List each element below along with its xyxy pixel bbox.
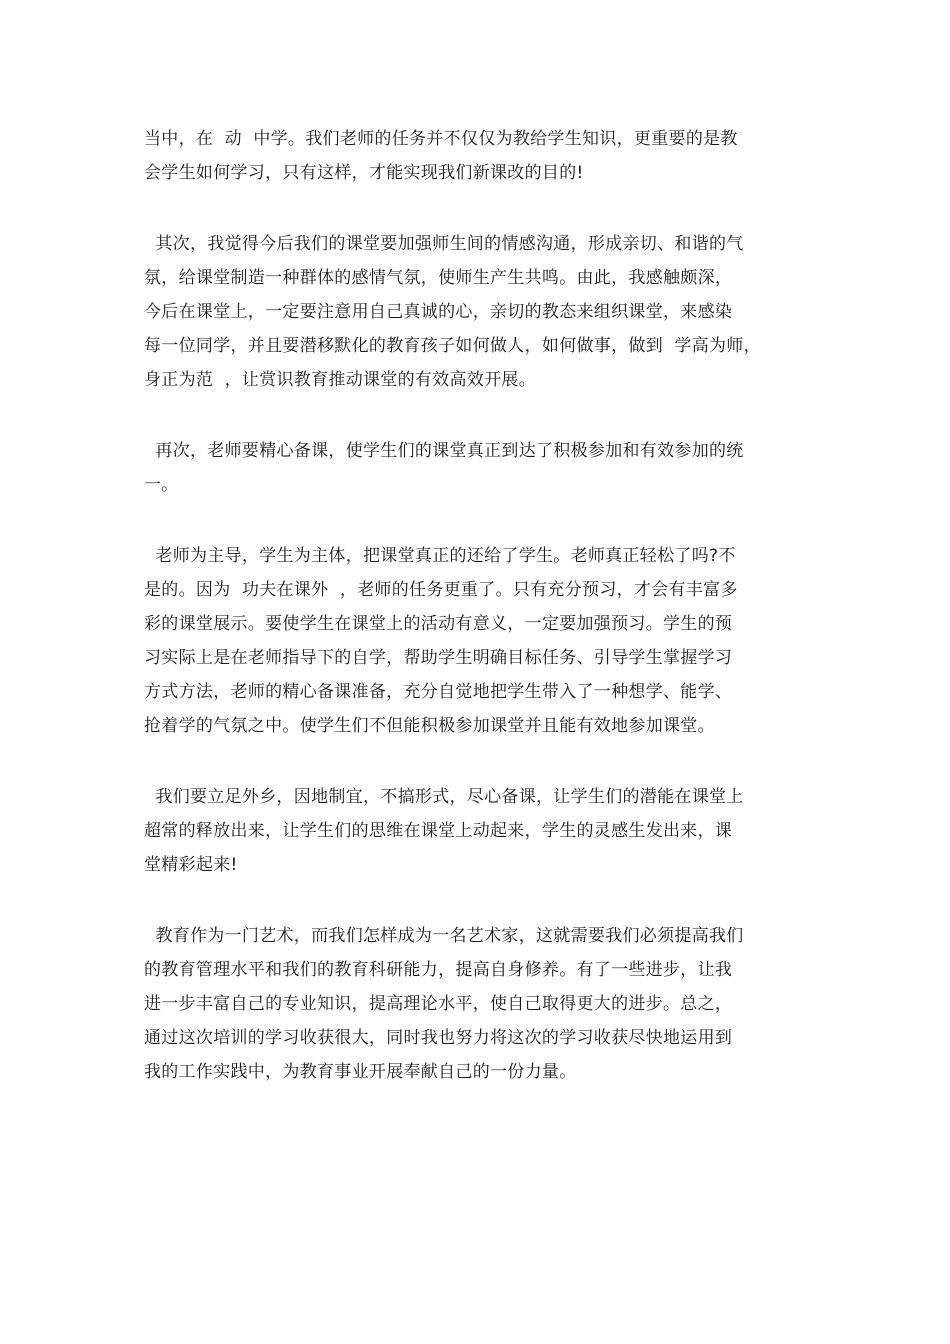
text-line: 每一位同学，并且要潜移默化的教育孩子如何做人，如何做事，做到 学高为师，	[144, 336, 761, 356]
text-line: 通过这次培训的学习收获很大，同时我也努力将这次的学习收获尽快地运用到	[144, 1028, 733, 1048]
paragraph-5	[144, 780, 824, 882]
text-line: 氛，给课堂制造一种群体的感情气氛，使师生产生共鸣。由此，我感触颇深，	[144, 268, 733, 288]
paragraph-2	[144, 227, 824, 397]
paragraph-3	[144, 434, 824, 502]
text-line: 的教育管理水平和我们的教育科研能力，提高自身修养。有了一些进步，让我	[144, 960, 733, 980]
text-line: 当中，在 动 中学。我们老师的任务并不仅仅为教给学生知识，更重要的是教	[144, 129, 738, 149]
document-body	[144, 122, 824, 1126]
text-line: 会学生如何学习，只有这样，才能实现我们新课改的目的!	[144, 163, 584, 183]
text-line: 老师为主导，学生为主体，把课堂真正的还给了学生。老师真正轻松了吗?不	[144, 546, 736, 566]
paragraph-6	[144, 919, 824, 1089]
text-line: 一。	[144, 475, 179, 495]
paragraph-1	[144, 122, 824, 190]
paragraph-4	[144, 539, 824, 743]
text-line: 彩的课堂展示。要使学生在课堂上的活动有意义，一定要加强预习。学生的预	[144, 614, 733, 634]
text-line: 习实际上是在老师指导下的自学，帮助学生明确目标任务、引导学生掌握学习	[144, 648, 733, 668]
text-line: 教育作为一门艺术，而我们怎样成为一名艺术家，这就需要我们必须提高我们	[144, 926, 744, 946]
text-line: 是的。因为 功夫在课外 ，老师的任务更重了。只有充分预习，才会有丰富多	[144, 580, 738, 600]
text-line: 方式方法，老师的精心备课准备，充分自觉地把学生带入了一种想学、能学、	[144, 682, 733, 702]
text-line: 进一步丰富自己的专业知识，提高理论水平，使自己取得更大的进步。总之，	[144, 994, 733, 1014]
text-line: 其次，我觉得今后我们的课堂要加强师生间的情感沟通，形成亲切、和谐的气	[144, 234, 744, 254]
text-line: 堂精彩起来!	[144, 855, 238, 875]
text-line: 抢着学的气氛之中。使学生们不但能积极参加课堂并且能有效地参加课堂。	[144, 716, 715, 736]
text-line: 今后在课堂上，一定要注意用自己真诚的心，亲切的教态来组织课堂，来感染	[144, 302, 733, 322]
text-line: 身正为范 ，让赏识教育推动课堂的有效高效开展。	[144, 370, 537, 390]
text-line: 我的工作实践中，为教育事业开展奉献自己的一份力量。	[144, 1062, 577, 1082]
text-line: 我们要立足外乡，因地制宜，不搞形式，尽心备课，让学生们的潜能在课堂上	[144, 787, 744, 807]
text-line: 超常的释放出来，让学生们的思维在课堂上动起来，学生的灵感生发出来，课	[144, 821, 733, 841]
text-line: 再次，老师要精心备课，使学生们的课堂真正到达了积极参加和有效参加的统	[144, 441, 744, 461]
